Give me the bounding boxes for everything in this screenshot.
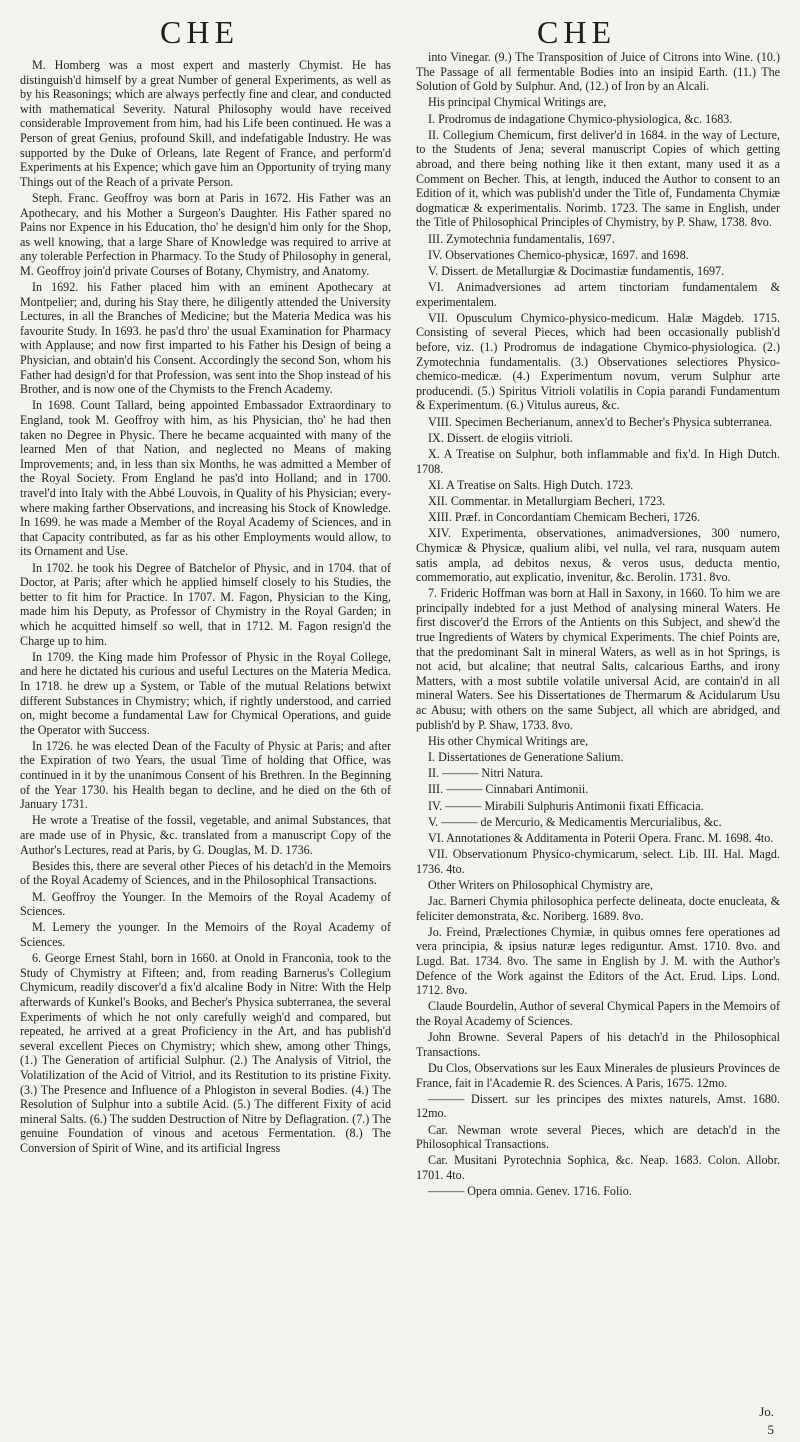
paragraph: Jac. Barneri Chymia philosophica perfecte delineata, docte enucleata, & feliciter demonstrata, &c. Noriberg. 1689. 8vo. <box>416 894 780 923</box>
paragraph: Jo. Freind, Prælectiones Chymiæ, in quibus omnes fere operationes ad vera principia, & ipsius naturæ leges rediguntur. Amst. 1710. 8vo. and Lugd. Bat. 1734. 8vo. The same in English by J. M. with the Author's Defence of the Work against the Editors of the Act. Erud. Lips. Lond. 1712. 8vo. <box>416 924 780 998</box>
paragraph: M. Homberg was a most expert and masterly Chymist. He has distinguish'd himself by a great Number of general Experiments, as well as by his Reasonings; which are always perfectly fine and clear, and conducted with mathematical Severity. Natural Philosophy would have received considerable Improvement from him, had his Life been continued. He was a Person of great Genius, profound Skill, and indefatigable Industry. He was supported by the Duke of Orleans, late Regent of France, and perform'd Experiments at his Expence; which gave him an Opportunity of trying many Things out of the Reach of a private Person. <box>20 58 391 189</box>
paragraph: III. ——— Cinnabari Antimonii. <box>428 782 589 797</box>
paragraph: IV. ——— Mirabili Sulphuris Antimonii fixati Efficacia. <box>428 798 704 813</box>
paragraph: X. A Treatise on Sulphur, both inflammable and fix'd. In High Dutch. 1708. <box>416 446 780 476</box>
paragraph: VI. Animadversiones ad artem tinctoriam fundamentalem & experimentalem. <box>416 280 780 309</box>
paragraph: XI. A Treatise on Salts. High Dutch. 1723. <box>428 477 634 492</box>
paragraph: Besides this, there are several other Pieces of his detach'd in the Memoirs of the Royal Academy of Sciences, and in the Philosophical Transactions. <box>20 858 391 888</box>
paragraph: VII. Observationum Physico-chymicarum, select. Lib. III. Hal. Magd. 1736. 4to. <box>416 847 780 876</box>
paragraph: I. Prodromus de indagatione Chymico-physiologica, &c. 1683. <box>428 111 733 126</box>
paragraph: Claude Bourdelin, Author of several Chymical Papers in the Memoirs of the Royal Academy of Sciences. <box>416 999 780 1029</box>
paragraph: II. Collegium Chemicum, first deliver'd in 1684. in the way of Lecture, to the Students of Jena; several manuscript Copies of which getting abroad, and there being nothing like it then extant, many used it as a Comment on Becher. This, at length, induced the Author to consent to an Edition of it, which was publish'd under the Title of, Fundamenta Chymiæ dogmaticæ & experimentalis. Norimb. 1723. The same in English, under the Title of Philosophical Principles of Chymistry, by P. Shaw, 1738. 8vo. <box>416 127 780 230</box>
paragraph: In 1726. he was elected Dean of the Faculty of Physic at Paris; and after the Expiration of two Years, the usual Time of holding that Office, was continued in it by the unanimous Consent of his Brethren. In the Beginning of the Year 1730. his Health began to decline, and he died on the 6th of January 1731. <box>20 738 391 812</box>
paragraph: XIII. Præf. in Concordantiam Chemicam Becheri, 1726. <box>428 510 701 525</box>
paragraph: VII. Opusculum Chymico-physico-medicum. Halæ Magdeb. 1715. Consisting of several Pieces, which had been occasionally publish'd before, viz. (1.) Prodromus de indagatione Chymico-physiologica. (2.) Zymotechnia fundamentalis. (3.) Observationes selectiores Physico-chemico-medicæ. (4.) Experimentum novum, verum Sulphur arte producendi. (5.) Spiritus Vitrioli volatilis in Copia parandi Fundamentum & Experimentum. (6.) Vitulus aureus, &c. <box>416 310 780 413</box>
paragraph: into Vinegar. (9.) The Transposition of Juice of Citrons into Wine. (10.) The Passage of all fermentable Bodies into an insipid Earth. (11.) The Solution of Gold by Sulphur. And, (12.) of Iron by an Alcali. <box>416 50 780 94</box>
paragraph: III. Zymotechnia fundamentalis, 1697. <box>428 231 615 246</box>
paragraph: M. Lemery the younger. In the Memoirs of the Royal Academy of Sciences. <box>20 920 391 949</box>
signature-mark: 5 <box>767 1422 774 1437</box>
paragraph: In 1709. the King made him Professor of Physic in the Royal College, and here he dictated his curious and useful Lectures on the Materia Medica. In 1718. he drew up a System, or Table of the mutual Relations betwixt different Substances in Chymistry; which, if rightly understood, and carried on, might become a fundamental Law for Chymical Operations, and guide the Operator with Success. <box>20 649 391 737</box>
paragraph: M. Geoffroy the Younger. In the Memoirs of the Royal Academy of Sciences. <box>20 889 391 919</box>
paragraph: In 1702. he took his Degree of Batchelor of Physic, and in 1704. that of Doctor, at Paris; after which he applied himself closely to his Studies, the better to fit him for Practice. In 1707. M. Fagon, Physician to the King, made him his Deputy, as Professor of Chymistry in the Royal Garden; in which he acquitted himself so well, that in 1712. M. Fagon resign'd the Charge up to him. <box>20 560 391 648</box>
paragraph: I. Dissertationes de Generatione Salium. <box>428 750 624 764</box>
paragraph: 6. George Ernest Stahl, born in 1660. at Onold in Franconia, took to the Study of Chymistry at Fifteen; and, from reading Barnerus's Collegium Chymicum, readily discover'd a fix'd alcaline Body in Nitre: With the Help afterwards of Kunkel's Books, and Becher's Physica subterranea, the several Experiments of which he not only carefully weigh'd and compared, but repeated, he arrived at a great Proficiency in the Art, and has publish'd several excellent Pieces on Chymistry; which shew, among other Things, (1.) The Generation of artificial Sulphur. (2.) The Analysis of Vitriol, the Volatilization of the Acid of Vitriol, and its Restitution to its pristine Fixity. (3.) The Presence and Influence of a Phlogiston in several Bodies. (4.) The Resolution of Sulphur into a subtile Acid. (5.) The different Fixity of acid mineral Salts. (6.) The sudden Destruction of Nitre by Deflagration. (7.) The genuine Foundation of vinous and acetous Fermentation. (8.) The Conversion of Spirit of Wine, and its artificial Ingress <box>20 951 391 1155</box>
paragraph: XII. Commentar. in Metallurgiam Becheri, 1723. <box>428 493 666 508</box>
paragraph: XIV. Experimenta, observationes, animadversiones, 300 numero, Chymicæ & Physicæ, qualium alibi, vel nulla, vel rara, nusquam autem satis ampla, ad debitos nexus, & veros usus, deducta mentio, commemoratio, aut explicatio, invenitur, &c. Berolin. 1731. 8vo. <box>416 526 780 585</box>
paragraph: ——— Dissert. sur les principes des mixtes naturels, Amst. 1680. 12mo. <box>416 1091 780 1121</box>
paragraph: VI. Annotationes & Additamenta in Poterii Opera. Franc. M. 1698. 4to. <box>428 830 774 845</box>
paragraph: VIII. Specimen Becherianum, annex'd to Becher's Physica subterranea. <box>428 414 773 429</box>
paragraph: John Browne. Several Papers of his detach'd in the Philosophical Transactions. <box>416 1030 780 1059</box>
paragraph: His principal Chymical Writings are, <box>428 95 607 110</box>
paragraph: IX. Dissert. de elogiis vitrioli. <box>428 430 573 445</box>
running-header-right: CHE <box>537 14 616 50</box>
paragraph: He wrote a Treatise of the fossil, vegetable, and animal Substances, that are made use of in Physic, &c. translated from a manuscript Copy of the Author's Lectures, read at Paris, by G. Douglas, M. D. 1736. <box>20 813 391 857</box>
paragraph: Steph. Franc. Geoffroy was born at Paris in 1672. His Father was an Apothecary, and his Mother a Surgeon's Daughter. His Father spared no Pains nor Expence in his Education, tho' he design'd him only for the Shop, as well knowing, that a large Share of Knowledge was required to arrive at any tolerable Perfection in Pharmacy. To the Study of Philosophy in general, M. Geoffroy join'd private Courses of Botany, Chymistry, and Anatomy. <box>20 190 391 278</box>
paragraph: Car. Newman wrote several Pieces, which are detach'd in the Philosophical Transactions. <box>416 1122 780 1152</box>
paragraph: II. ——— Nitri Natura. <box>428 766 544 781</box>
paragraph: Other Writers on Philosophical Chymistry are, <box>428 877 654 892</box>
paragraph: V. ——— de Mercurio, & Medicamentis Mercurialibus, &c. <box>428 814 722 829</box>
paragraph: ——— Opera omnia. Genev. 1716. Folio. <box>428 1184 632 1199</box>
running-header-left: CHE <box>160 14 239 50</box>
catchword: Jo. <box>759 1404 774 1419</box>
paragraph: Car. Musitani Pyrotechnia Sophica, &c. Neap. 1683. Colon. Allobr. 1701. 4to. <box>416 1153 780 1182</box>
paragraph: In 1692. his Father placed him with an eminent Apothecary at Montpelier; and, during his Stay there, he diligently attended the University Lectures, in all the Branches of Medicine; but the Materia Medica was his favourite Study. In 1693. he pas'd thro' the usual Examination for Pharmacy with Applause; and now first imparted to his Father his Design of being a Physician, and obtain'd his Consent. Accordingly the second Son, whom his Father had design'd for that Profession, was sent into the Shop instead of his Brother, and is now one of the Chymists to the French Academy. <box>20 280 391 397</box>
paragraph: Du Clos, Observations sur les Eaux Minerales de plusieurs Provinces de France, fait in l'Academie R. des Sciences. A Paris, 1675. 12mo. <box>416 1061 780 1090</box>
paragraph: 7. Frideric Hoffman was born at Hall in Saxony, in 1660. To him we are principally indebted for a just Method of analysing mineral Waters. He first discover'd the Errors of the Antients on this Subject, and shew'd the true Ingredients of Waters by chymical Experiments. The chief Points are, that the predominant Salt in mineral Waters, as well as in hot Springs, is not acid, but alcaline; that neutral Salts, calcarious Earths, and irony Matters, with a most subtile volatile universal Acid, are contain'd in all mineral Waters. See his Dissertationes de Thermarum & Acidularum Usu ac Abusu; with others on the same Subject, all which are abridged, and publish'd by P. Shaw, 1733. 8vo. <box>416 586 780 732</box>
paragraph: V. Dissert. de Metallurgiæ & Docimastiæ fundamentis, 1697. <box>428 263 725 278</box>
paragraph: IV. Observationes Chemico-physicæ, 1697. and 1698. <box>428 247 689 262</box>
right-column <box>416 50 780 1200</box>
paragraph: In 1698. Count Tallard, being appointed Embassador Extraordinary to England, took M. Geoffroy with him, as his Physician, tho' he had then taken no Degree in Physic. There he became acquainted with many of the learned Men of that Nation, and neglected no Means of making Improvements; and, in less than six Months, he was admitted a Member of the Royal Society. From England he pas'd into Holland; and in 1700. travel'd into Italy with the Abbé Louvois, in Quality of his Physician; every-where making farther Observations, and increasing his Stock of Knowledge. In 1699. he was made a Member of the Royal Academy of Sciences, and in that Capacity contributed, as far as his other Employments would allow, to its Ornament and Use. <box>20 398 391 559</box>
left-column <box>20 58 391 1157</box>
paragraph: His other Chymical Writings are, <box>428 733 589 748</box>
